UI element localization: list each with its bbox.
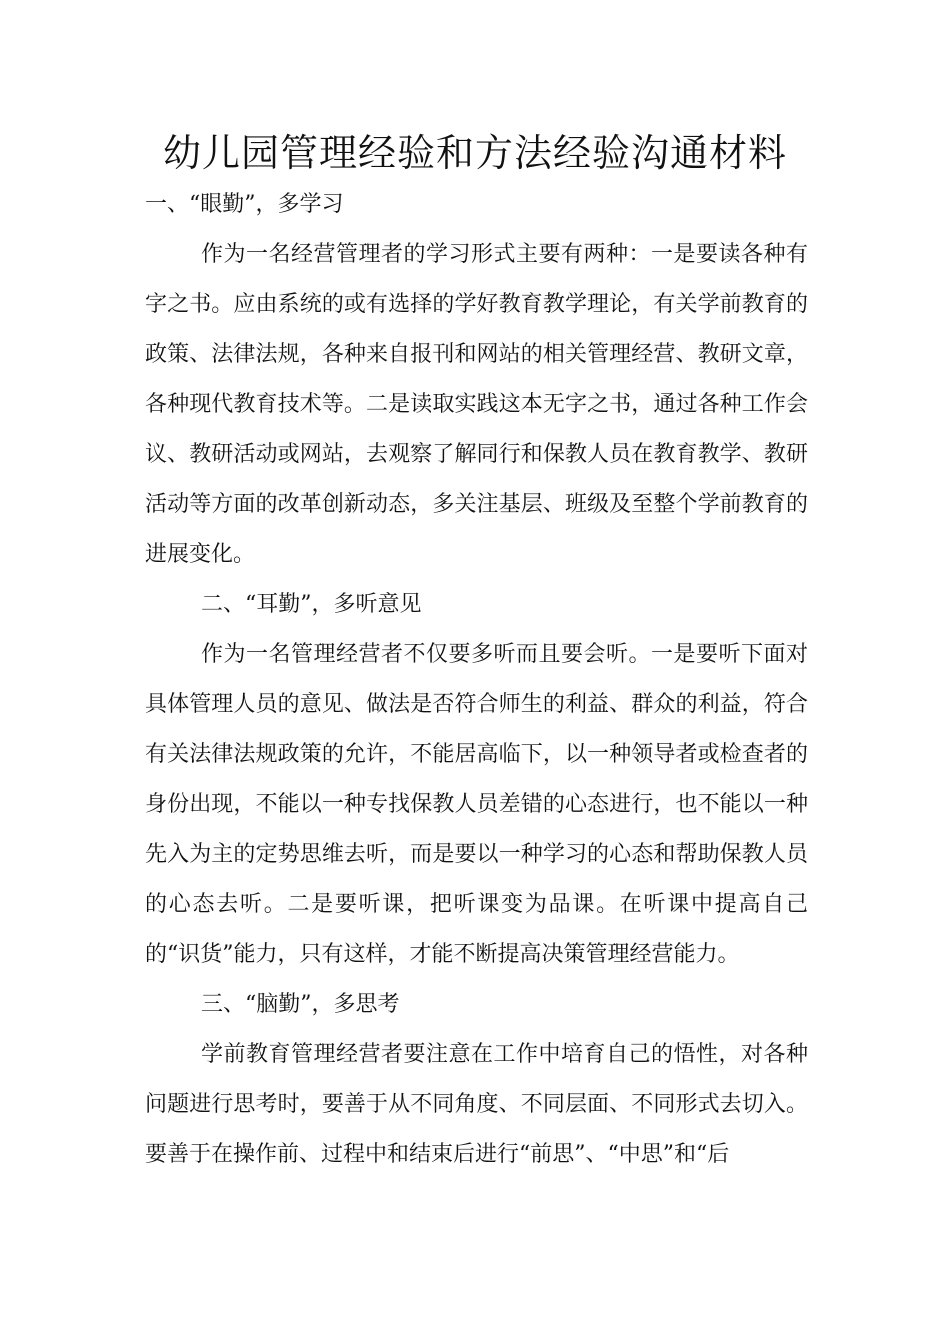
section-heading-1: 一、“眼勤”，多学习 xyxy=(145,192,344,217)
section-paragraph-1: 作为一名经营管理者的学习形式主要有两种：一是要读各种有字之书。应由系统的或有选择的学好教育教学理论，有关学前教育的政策、法律法规，各种来自报刊和网站的相关管理经营、教研文章，各种现代教育技术等。二是读取实践这本无字之书，通过各种工作会议、教研活动或网站，去观察了解同行和保教人员在教育教学、教研活动等方面的改革创新动态，多关注基层、班级及至整个学前教育的进展变化。 xyxy=(145,242,808,567)
section-paragraph-2: 作为一名管理经营者不仅要多听而且要会听。一是要听下面对具体管理人员的意见、做法是否符合师生的利益、群众的利益，符合有关法律法规政策的允许，不能居高临下，以一种领导者或检查者的身份出现，不能以一种专找保教人员差错的心态进行，也不能以一种先入为主的定势思维去听，而是要以一种学习的心态和帮助保教人员的心态去听。二是要听课，把听课变为品课。在听课中提高自己的“识货”能力，只有这样，才能不断提高决策管理经营能力。 xyxy=(145,642,808,967)
section-paragraph-3: 学前教育管理经营者要注意在工作中培育自己的悟性，对各种问题进行思考时，要善于从不同角度、不同层面、不同形式去切入。要善于在操作前、过程中和结束后进行“前思”、“中思”和“后 xyxy=(145,1042,808,1167)
document-body xyxy=(145,180,808,1180)
section-heading-3: 三、“脑勤”，多思考 xyxy=(201,992,400,1017)
section-heading-2: 二、“耳勤”，多听意见 xyxy=(201,592,422,617)
document-title: 幼儿园管理经验和方法经验沟通材料 xyxy=(162,131,787,175)
